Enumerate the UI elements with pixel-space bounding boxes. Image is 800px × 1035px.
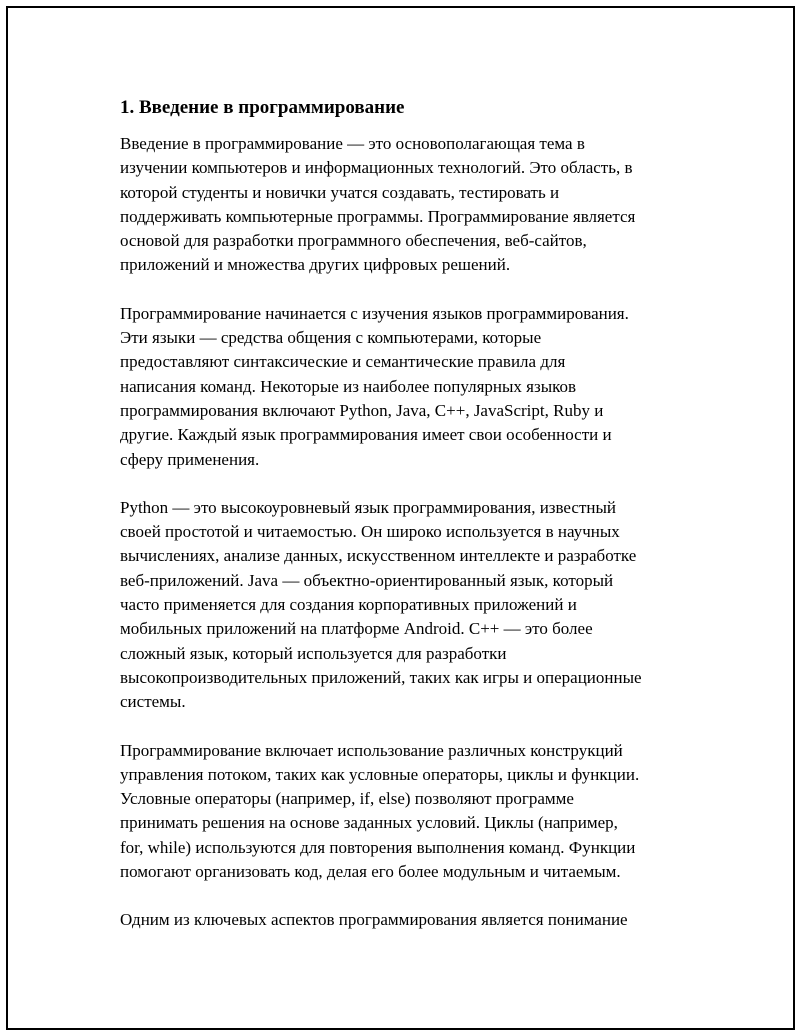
text-line: Эти языки — средства общения с компьютерами, которые [120, 328, 542, 348]
text-line: сферу применения. [120, 449, 260, 469]
text-line: высокопроизводительных приложений, таких как игры и операционные [120, 667, 642, 687]
paragraph-1 [120, 132, 700, 278]
text-line: веб-приложений. Java — объектно-ориентированный язык, который [120, 570, 614, 590]
text-line: системы. [120, 692, 186, 712]
text-line: управления потоком, таких как условные операторы, циклы и функции. [120, 764, 640, 784]
paragraph-3 [120, 496, 700, 715]
text-line: основой для разработки программного обеспечения, веб-сайтов, [120, 231, 587, 251]
text-line: другие. Каждый язык программирования имеет свои особенности и [120, 425, 612, 445]
text-line: написания команд. Некоторые из наиболее популярных языков [120, 376, 577, 396]
text-line: Одним из ключевых аспектов программирования является понимание [120, 910, 628, 930]
text-line: поддерживать компьютерные программы. Программирование является [120, 206, 636, 226]
text-line: мобильных приложений на платформе Android. C++ — это более [120, 619, 593, 639]
text-line: Программирование начинается с изучения языков программирования. [120, 303, 629, 323]
text-line: своей простотой и читаемостью. Он широко используется в научных [120, 522, 620, 542]
paragraph-2 [120, 302, 700, 472]
text-line: for, while) используются для повторения выполнения команд. Функции [120, 837, 636, 857]
text-line: которой студенты и новички учатся создавать, тестировать и [120, 182, 560, 202]
text-line: программирования включают Python, Java, C++, JavaScript, Ruby и [120, 400, 604, 420]
text-line: часто применяется для создания корпоративных приложений и [120, 595, 577, 615]
document-content [120, 97, 700, 957]
text-line: Условные операторы (например, if, else) позволяют программе [120, 789, 574, 809]
text-line: изучении компьютеров и информационных технологий. Это область, в [120, 158, 633, 178]
text-line: принимать решения на основе заданных условий. Циклы (например, [120, 813, 618, 833]
text-line: Введение в программирование — это основополагающая тема в [120, 134, 585, 153]
section-title: 1. Введение в программирование [120, 97, 405, 118]
text-line: сложный язык, который используется для разработки [120, 643, 507, 663]
text-line: Python — это высокоуровневый язык программирования, известный [120, 497, 616, 517]
paragraph-4 [120, 739, 700, 885]
text-line: Программирование включает использование различных конструкций [120, 740, 623, 760]
text-line: предоставляют синтаксические и семантические правила для [120, 352, 566, 372]
text-line: вычислениях, анализе данных, искусственном интеллекте и разработке [120, 546, 637, 566]
page-frame [6, 6, 795, 1030]
paragraph-5 [120, 908, 700, 932]
text-line: приложений и множества других цифровых решений. [120, 255, 511, 275]
text-line: помогают организовать код, делая его более модульным и читаемым. [120, 862, 621, 882]
